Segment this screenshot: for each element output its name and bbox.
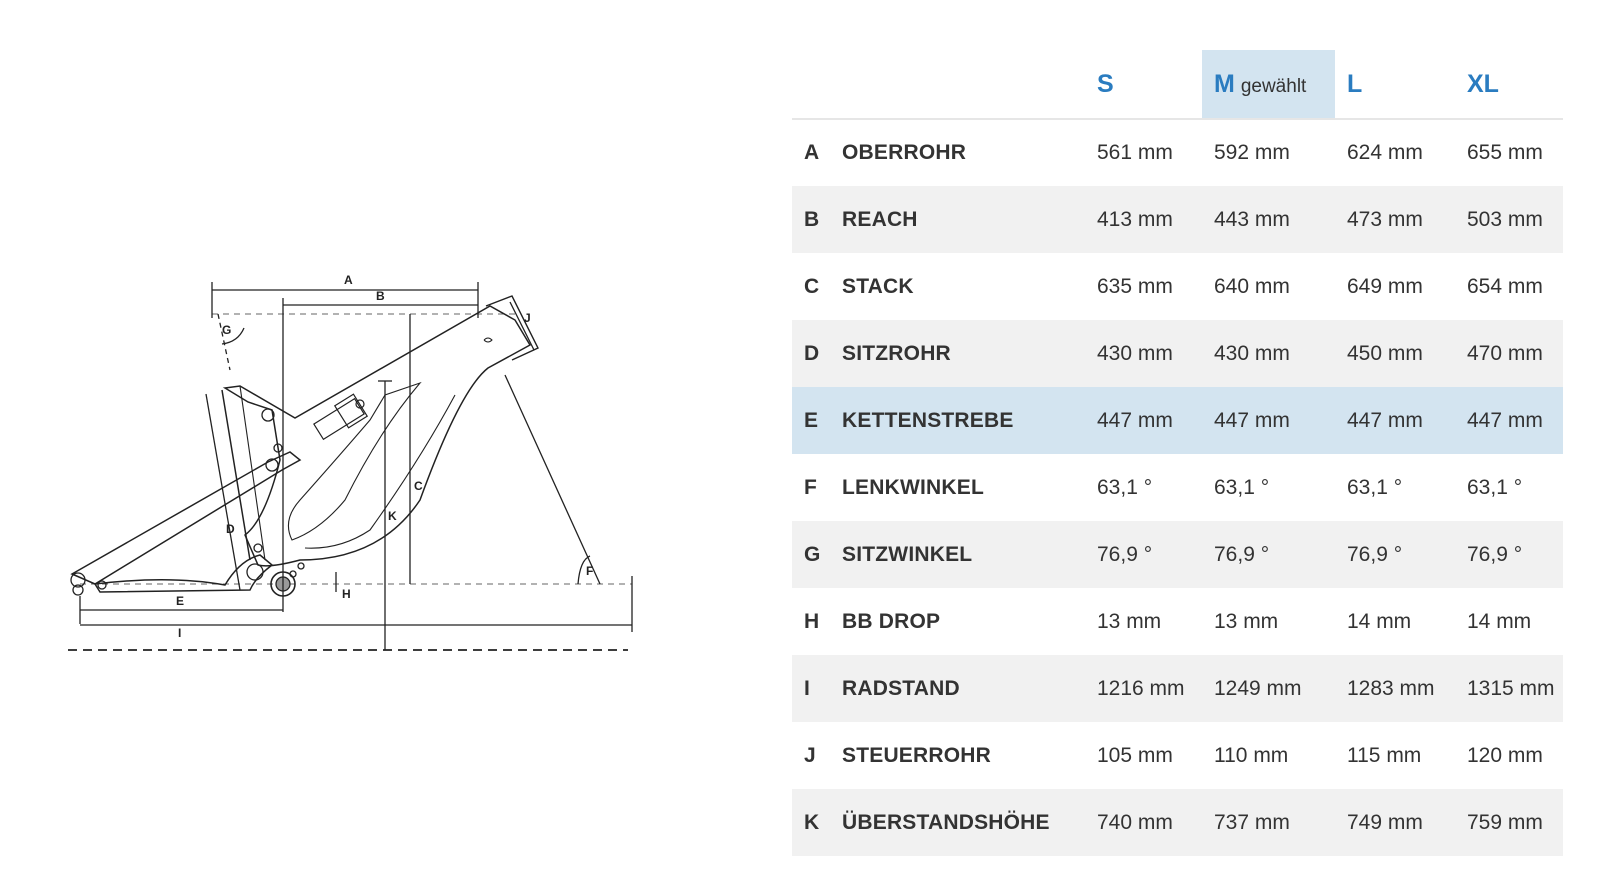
value-l: 473 mm: [1347, 207, 1423, 231]
label-g: G: [222, 323, 232, 337]
value-s: 561 mm: [1097, 141, 1173, 164]
label-e: E: [176, 594, 185, 608]
row-letter: A: [804, 141, 820, 164]
size-header-m[interactable]: M gewählt: [1202, 50, 1335, 119]
value-m: 430 mm: [1214, 341, 1290, 365]
size-header-s[interactable]: S: [1085, 50, 1202, 119]
table-row-b: [792, 186, 1563, 253]
value-s: 430 mm: [1097, 341, 1173, 365]
value-l: 447 mm: [1347, 408, 1423, 432]
table-row-c: [792, 253, 1563, 320]
value-xl: 63,1 °: [1467, 475, 1523, 499]
label-f: F: [586, 564, 594, 578]
value-s: 105 mm: [1097, 743, 1173, 767]
value-m: 592 mm: [1214, 141, 1290, 164]
value-m: 1249 mm: [1214, 676, 1302, 700]
value-xl: 1315 mm: [1467, 676, 1555, 700]
value-s: 1216 mm: [1097, 676, 1185, 700]
selected-note: gewählt: [1240, 75, 1307, 97]
value-m: 63,1 °: [1214, 475, 1270, 499]
value-xl: 447 mm: [1467, 408, 1543, 432]
row-letter: D: [804, 341, 820, 365]
value-m: 737 mm: [1214, 810, 1290, 834]
value-s: 76,9 °: [1097, 542, 1153, 566]
row-letter: K: [804, 810, 820, 834]
value-xl: 655 mm: [1467, 141, 1543, 164]
row-name: KETTENSTREBE: [842, 408, 1014, 432]
table-row-g: [792, 521, 1563, 588]
table-row-i: [792, 655, 1563, 722]
value-m: 76,9 °: [1214, 542, 1270, 566]
table-row-f: [792, 454, 1563, 521]
value-xl: 759 mm: [1467, 810, 1543, 834]
row-letter: H: [804, 609, 820, 633]
label-a: A: [344, 273, 353, 287]
table-row-h: [792, 588, 1563, 655]
value-l: 115 mm: [1347, 743, 1422, 767]
row-name: SITZROHR: [842, 341, 951, 365]
header-spacer: [842, 50, 1085, 119]
size-header-l[interactable]: L: [1335, 50, 1455, 119]
geometry-table: [792, 50, 1563, 856]
value-l: 76,9 °: [1347, 542, 1403, 566]
value-m: 443 mm: [1214, 207, 1290, 231]
value-m: 13 mm: [1214, 609, 1279, 633]
row-name: REACH: [842, 207, 918, 231]
value-xl: 14 mm: [1467, 609, 1532, 633]
label-c: C: [414, 479, 423, 493]
row-letter: F: [804, 475, 817, 499]
row-letter: J: [804, 743, 816, 767]
table-row-e: [792, 387, 1563, 454]
value-s: 740 mm: [1097, 810, 1173, 834]
value-s: 63,1 °: [1097, 475, 1153, 499]
row-letter: C: [804, 274, 820, 298]
value-xl: 503 mm: [1467, 207, 1543, 231]
row-name: STACK: [842, 274, 914, 298]
row-name: RADSTAND: [842, 676, 960, 700]
value-s: 413 mm: [1097, 207, 1173, 231]
frame-geometry-svg: [0, 0, 700, 886]
label-h: H: [342, 587, 351, 601]
row-name: BB DROP: [842, 609, 941, 633]
value-l: 749 mm: [1347, 810, 1423, 834]
value-l: 14 mm: [1347, 609, 1412, 633]
label-b: B: [376, 289, 385, 303]
row-name: ÜBERSTANDSHÖHE: [842, 810, 1050, 834]
value-s: 13 mm: [1097, 609, 1162, 633]
row-name: STEUERROHR: [842, 743, 992, 767]
row-letter: E: [804, 408, 819, 432]
value-xl: 120 mm: [1467, 743, 1543, 767]
value-s: 635 mm: [1097, 274, 1173, 298]
value-xl: 76,9 °: [1467, 542, 1523, 566]
label-i: I: [178, 626, 182, 640]
row-name: LENKWINKEL: [842, 475, 984, 499]
value-m: 110 mm: [1214, 743, 1289, 767]
value-l: 624 mm: [1347, 141, 1423, 164]
table-row-j: [792, 722, 1563, 789]
label-k: K: [388, 509, 397, 523]
value-m: 640 mm: [1214, 274, 1290, 298]
table-row-k: [792, 789, 1563, 856]
row-name: OBERROHR: [842, 141, 967, 164]
value-s: 447 mm: [1097, 408, 1173, 432]
value-l: 1283 mm: [1347, 676, 1435, 700]
size-header-xl[interactable]: XL: [1455, 50, 1563, 119]
row-letter: B: [804, 207, 820, 231]
table-row-d: [792, 320, 1563, 387]
size-header-row: [792, 50, 1563, 119]
frame-geometry-diagram: [0, 0, 700, 886]
row-letter: G: [804, 542, 821, 566]
value-xl: 654 mm: [1467, 274, 1543, 298]
value-l: 450 mm: [1347, 341, 1423, 365]
value-l: 649 mm: [1347, 274, 1423, 298]
label-j: J: [524, 311, 531, 325]
header-spacer: [792, 50, 842, 119]
geometry-table-container: [792, 50, 1563, 856]
row-name: SITZWINKEL: [842, 542, 973, 566]
row-letter: I: [804, 676, 810, 700]
value-l: 63,1 °: [1347, 475, 1403, 499]
value-m: 447 mm: [1214, 408, 1290, 432]
table-row-a: [792, 119, 1563, 186]
label-d: D: [226, 522, 235, 536]
value-xl: 470 mm: [1467, 341, 1543, 365]
